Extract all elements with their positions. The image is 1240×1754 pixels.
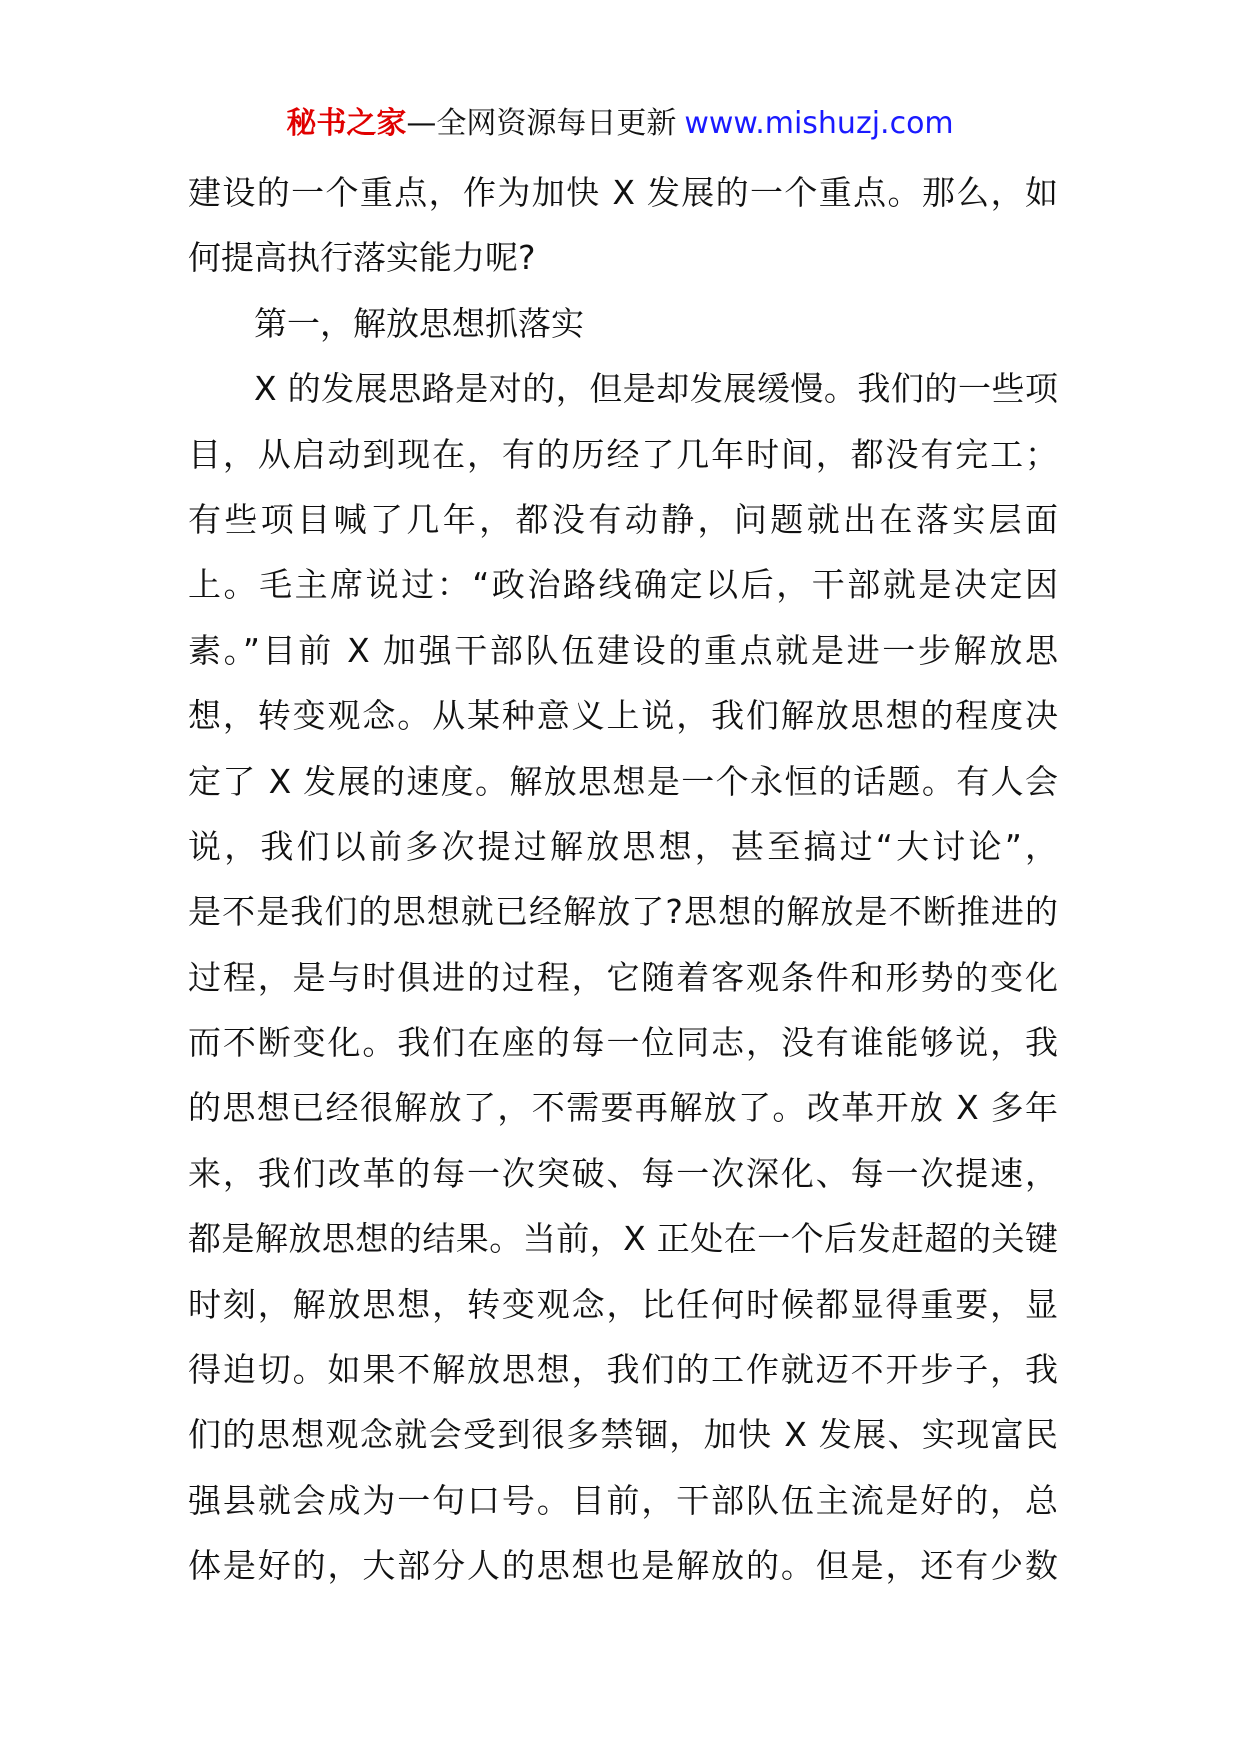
body-line: 的思想已经很解放了，不需要再解放了。改革开放 X 多年	[188, 1088, 1058, 1128]
body-line: 们的思想观念就会受到很多禁锢，加快 X 发展、实现富民	[188, 1415, 1058, 1455]
body-line: 何提高执行落实能力呢?	[188, 238, 536, 278]
document-body	[188, 160, 1058, 1599]
brand-name: 秘书之家	[286, 106, 407, 141]
body-line: 有些项目喊了几年，都没有动静，问题就出在落实层面	[188, 499, 1058, 539]
body-line: 素。”目前 X 加强干部队伍建设的重点就是进一步解放思	[188, 630, 1058, 670]
body-line: 目，从启动到现在，有的历经了几年时间，都没有完工；	[188, 434, 1058, 474]
body-line: 都是解放思想的结果。当前，X 正处在一个后发赶超的关键	[188, 1219, 1058, 1259]
body-line: 来，我们改革的每一次突破、每一次深化、每一次提速，	[188, 1153, 1058, 1193]
body-line: 强县就会成为一句口号。目前，干部队伍主流是好的，总	[188, 1480, 1058, 1520]
body-line: 想，转变观念。从某种意义上说，我们解放思想的程度决	[188, 696, 1058, 736]
header-tagline: —全网资源每日更新	[406, 106, 677, 141]
page-header	[0, 98, 1240, 150]
body-line: 定了 X 发展的速度。解放思想是一个永恒的话题。有人会	[188, 761, 1058, 801]
body-line: 建设的一个重点，作为加快 X 发展的一个重点。那么，如	[188, 173, 1058, 212]
body-line: 是不是我们的思想就已经解放了?思想的解放是不断推进的	[188, 892, 1058, 932]
body-line: 得迫切。如果不解放思想，我们的工作就迈不开步子，我	[188, 1350, 1058, 1390]
section-heading: 第一，解放思想抓落实	[254, 303, 584, 343]
body-line: 说，我们以前多次提过解放思想，甚至搞过“大讨论”，	[188, 826, 1058, 866]
body-line: 过程，是与时俱进的过程，它随着客观条件和形势的变化	[188, 957, 1058, 997]
body-line: 而不断变化。我们在座的每一位同志，没有谁能够说，我	[188, 1023, 1058, 1063]
body-line: 体是好的，大部分人的思想也是解放的。但是，还有少数	[188, 1546, 1058, 1586]
body-line: 上。毛主席说过：“政治路线确定以后，干部就是决定因	[188, 565, 1058, 605]
body-line: X 的发展思路是对的，但是却发展缓慢。我们的一些项	[254, 369, 1058, 409]
body-line: 时刻，解放思想，转变观念，比任何时候都显得重要，显	[188, 1284, 1058, 1324]
site-url-link[interactable]: www.mishuzj.com	[684, 106, 954, 141]
